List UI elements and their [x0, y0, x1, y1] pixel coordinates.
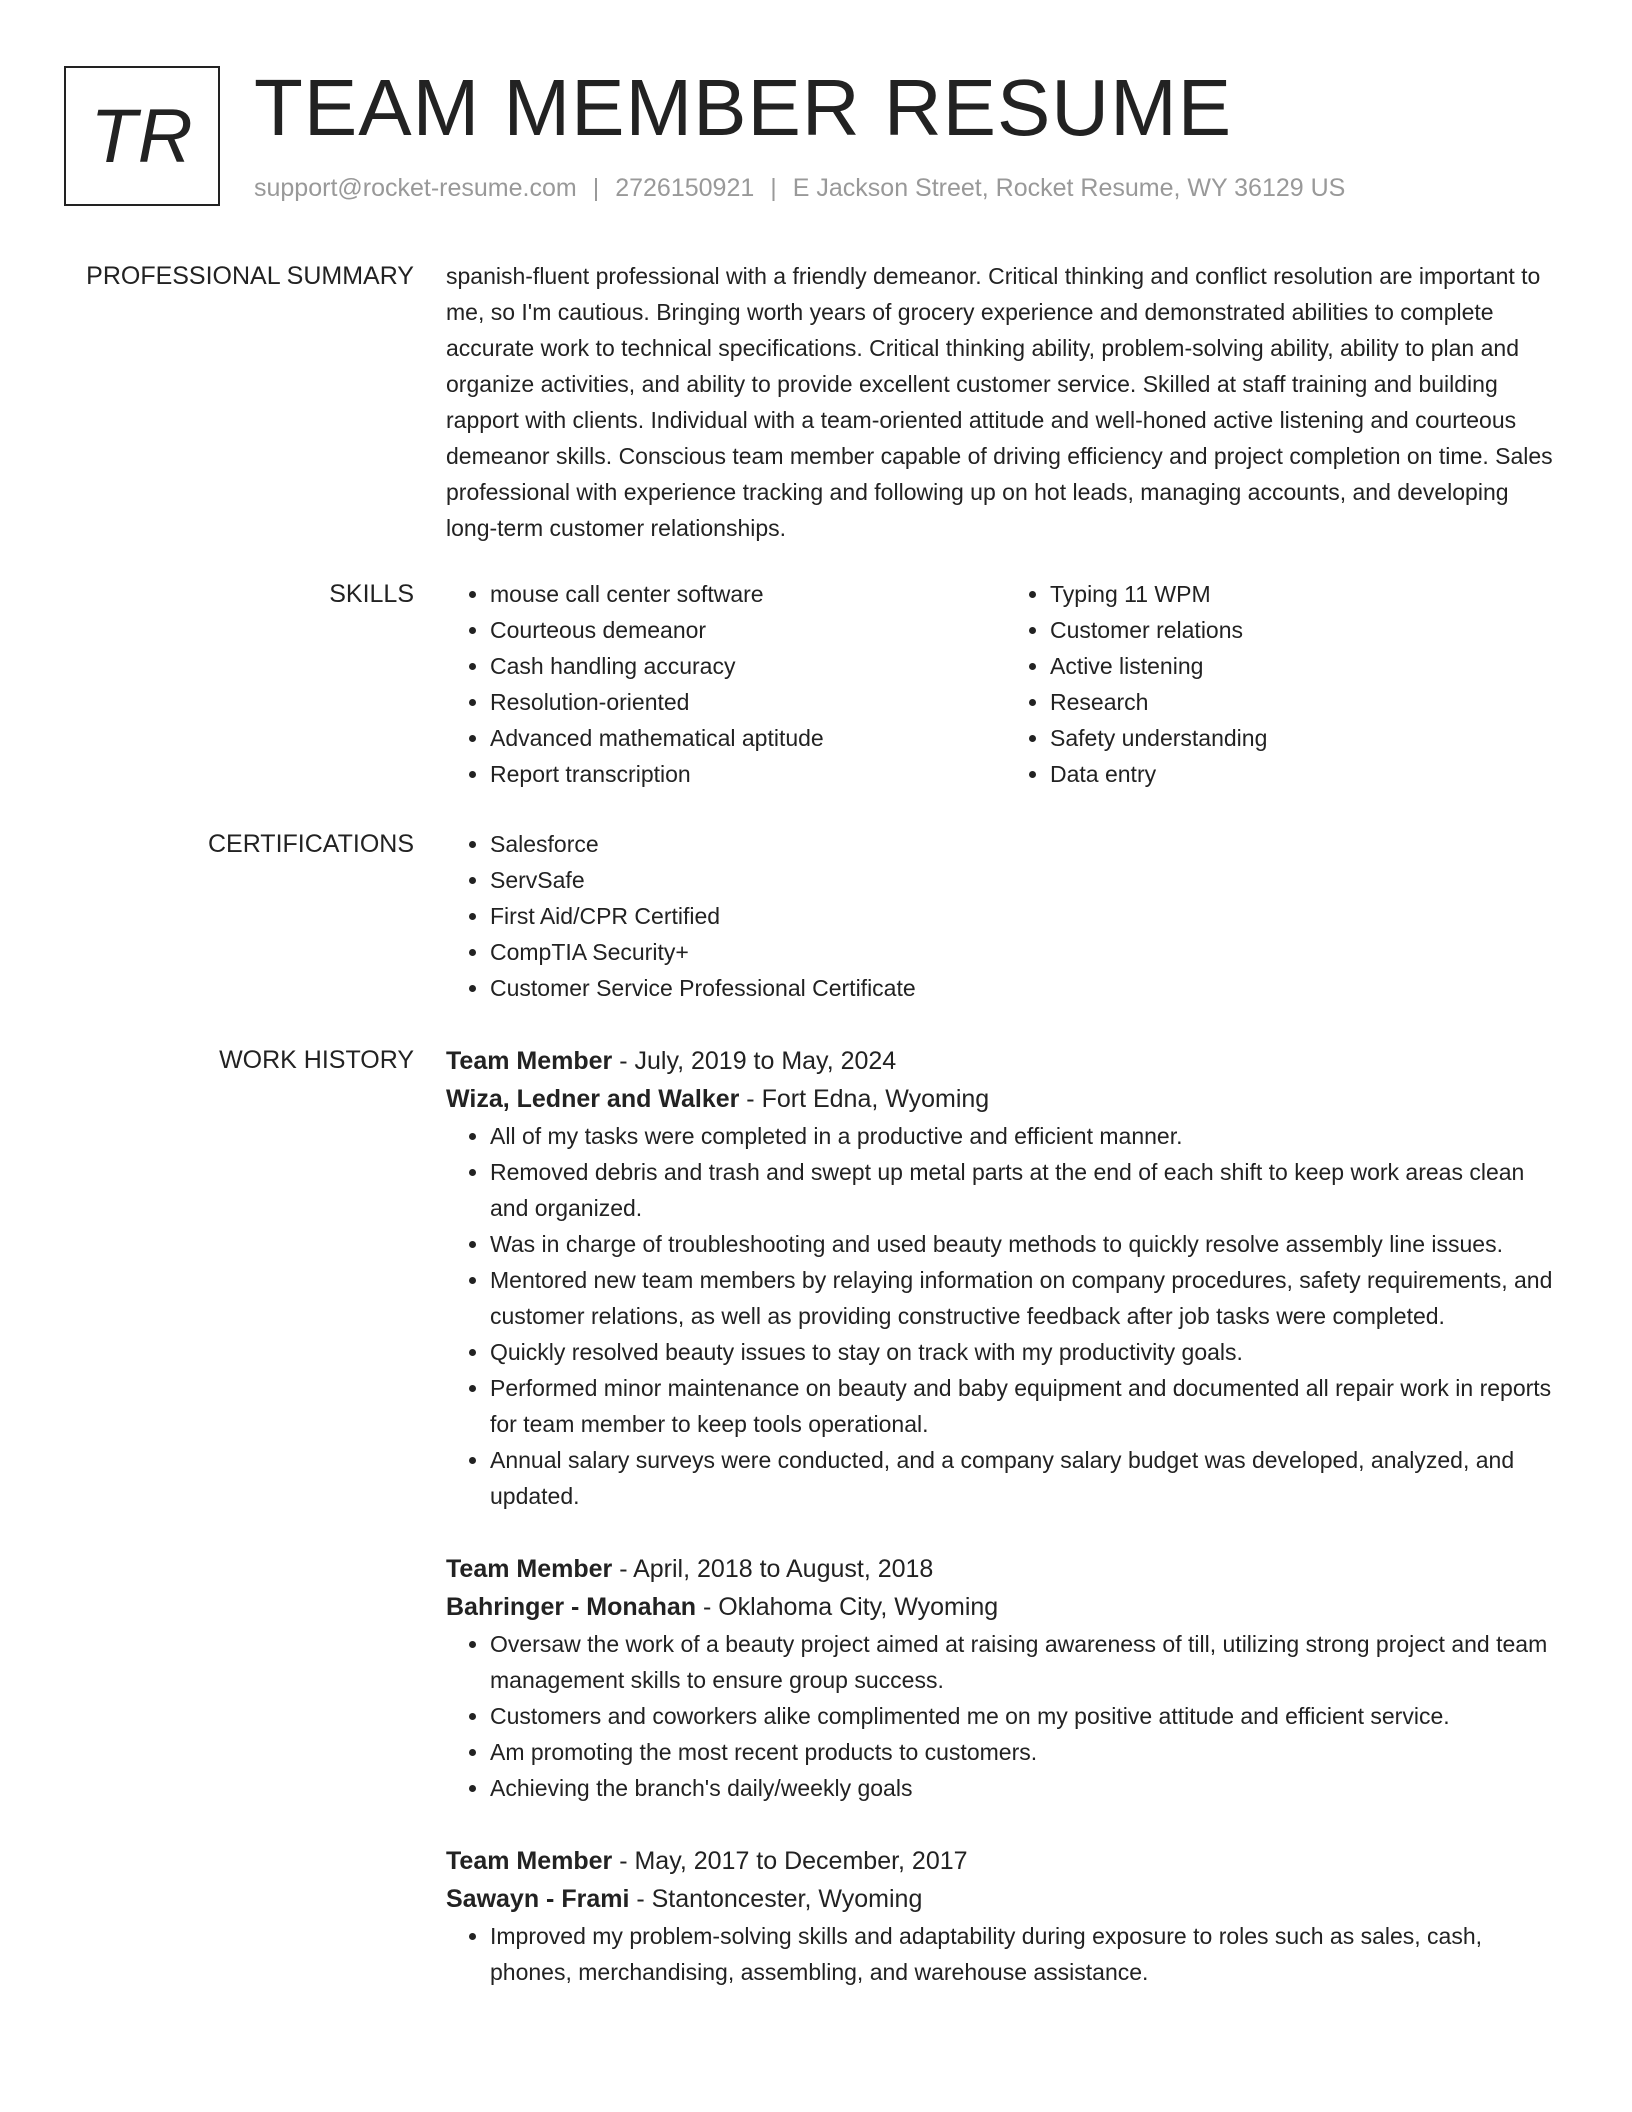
- contact-email: support@rocket-resume.com: [254, 174, 577, 202]
- job-entry: [446, 1842, 1566, 1990]
- certifications-body: [446, 826, 1566, 1006]
- skill-item: • Resolution-oriented: [490, 684, 1006, 720]
- skill-item: • Cash handling accuracy: [490, 648, 1006, 684]
- skill-item: • Research: [1050, 684, 1566, 720]
- skill-item: • Safety understanding: [1050, 720, 1566, 756]
- resume-header: [64, 63, 1584, 210]
- skill-item: • Courteous demeanor: [490, 612, 1006, 648]
- skill-item: • mouse call center software: [490, 576, 1006, 612]
- contact-line: [254, 174, 1345, 203]
- job-title-line: [446, 1842, 1566, 1880]
- certification-item: • Salesforce: [490, 826, 1566, 862]
- skill-item: • Data entry: [1050, 756, 1566, 792]
- job-duty: • All of my tasks were completed in a productive and efficient manner.: [490, 1118, 1566, 1154]
- job-duties-list: [446, 1118, 1566, 1514]
- job-dates: - May, 2017 to December, 2017: [612, 1847, 968, 1875]
- job-location: - Oklahoma City, Wyoming: [696, 1593, 999, 1621]
- certification-item: • Customer Service Professional Certificate: [490, 970, 1566, 1006]
- job-dates: - April, 2018 to August, 2018: [612, 1555, 934, 1583]
- job-location: - Stantoncester, Wyoming: [629, 1885, 923, 1913]
- job-company-line: [446, 1880, 1566, 1918]
- contact-separator: |: [770, 174, 777, 202]
- job-duty: • Customers and coworkers alike complimented me on my positive attitude and efficient service.: [490, 1698, 1566, 1734]
- summary-text: spanish-fluent professional with a friendly demeanor. Critical thinking and conflict resolution are important to me, so I'm cautious. Bringing worth years of grocery experience and demonstrated abilities to complete accurate work to technical specifications. Critical thinking ability, problem-solving ability, ability to plan and organize activities, and ability to provide excellent customer service. Skilled at staff training and building rapport with clients. Individual with a team-oriented attitude and well-honed active listening and courteous demeanor skills. Conscious team member capable of driving efficiency and project completion on time. Sales professional with experience tracking and following up on hot leads, managing accounts, and developing long-term customer relationships.: [446, 263, 1553, 541]
- job-company: Sawayn - Frami: [446, 1885, 630, 1913]
- skills-list-left: [446, 576, 1006, 792]
- job-duty: • Removed debris and trash and swept up metal parts at the end of each shift to keep work areas clean and organized.: [490, 1154, 1566, 1226]
- job-company-line: [446, 1080, 1566, 1118]
- summary-body: [446, 258, 1566, 546]
- job-company-line: [446, 1588, 1566, 1626]
- job-entry: [446, 1550, 1566, 1806]
- skill-item: • Typing 11 WPM: [1050, 576, 1566, 612]
- job-duty: • Achieving the branch's daily/weekly goals: [490, 1770, 1566, 1806]
- job-duty: • Mentored new team members by relaying information on company procedures, safety requirements, and customer relations, as well as providing constructive feedback after job tasks were completed.: [490, 1262, 1566, 1334]
- job-duty: • Annual salary surveys were conducted, and a company salary budget was developed, analyzed, and updated.: [490, 1442, 1566, 1514]
- certifications-list: [446, 826, 1566, 1006]
- job-title: Team Member: [446, 1847, 613, 1875]
- certification-item: • CompTIA Security+: [490, 934, 1566, 970]
- section-label-certifications: CERTIFICATIONS: [207, 830, 414, 858]
- job-duty: • Improved my problem-solving skills and adaptability during exposure to roles such as sales, cash, phones, merchandising, assembling, and warehouse assistance.: [490, 1918, 1566, 1990]
- work-history-body: [446, 1042, 1566, 2026]
- skill-item: • Report transcription: [490, 756, 1006, 792]
- job-company: Wiza, Ledner and Walker: [446, 1085, 740, 1113]
- job-title-line: [446, 1042, 1566, 1080]
- skill-item: • Customer relations: [1050, 612, 1566, 648]
- section-label-summary: PROFESSIONAL SUMMARY: [86, 262, 414, 290]
- job-company: Bahringer - Monahan: [446, 1593, 697, 1621]
- job-duty: • Quickly resolved beauty issues to stay on track with my productivity goals.: [490, 1334, 1566, 1370]
- job-duty: • Oversaw the work of a beauty project aimed at raising awareness of till, utilizing strong project and team management skills to ensure group success.: [490, 1626, 1566, 1698]
- job-duties-list: [446, 1626, 1566, 1806]
- job-location: - Fort Edna, Wyoming: [739, 1085, 990, 1113]
- job-duty: • Performed minor maintenance on beauty and baby equipment and documented all repair work in reports for team member to keep tools operational.: [490, 1370, 1566, 1442]
- section-label-skills: SKILLS: [329, 580, 414, 608]
- certification-item: • First Aid/CPR Certified: [490, 898, 1566, 934]
- job-dates: - July, 2019 to May, 2024: [612, 1047, 897, 1075]
- contact-phone: 2726150921: [615, 174, 755, 202]
- job-title-line: [446, 1550, 1566, 1588]
- job-duty: • Am promoting the most recent products to customers.: [490, 1734, 1566, 1770]
- job-title: Team Member: [446, 1555, 613, 1583]
- skills-body: [446, 576, 1566, 792]
- skill-item: • Advanced mathematical aptitude: [490, 720, 1006, 756]
- contact-address: E Jackson Street, Rocket Resume, WY 36129 US: [792, 174, 1346, 202]
- job-duty: • Was in charge of troubleshooting and used beauty methods to quickly resolve assembly line issues.: [490, 1226, 1566, 1262]
- monogram-logo: TR: [64, 66, 220, 206]
- job-title: Team Member: [446, 1047, 613, 1075]
- skills-list-right: [1006, 576, 1566, 792]
- job-entry: [446, 1042, 1566, 1514]
- skill-item: • Active listening: [1050, 648, 1566, 684]
- section-label-work-history: WORK HISTORY: [219, 1046, 414, 1074]
- certification-item: • ServSafe: [490, 862, 1566, 898]
- page-title: TEAM MEMBER RESUME: [254, 63, 1233, 152]
- job-duties-list: [446, 1918, 1566, 1990]
- contact-separator: |: [592, 174, 600, 202]
